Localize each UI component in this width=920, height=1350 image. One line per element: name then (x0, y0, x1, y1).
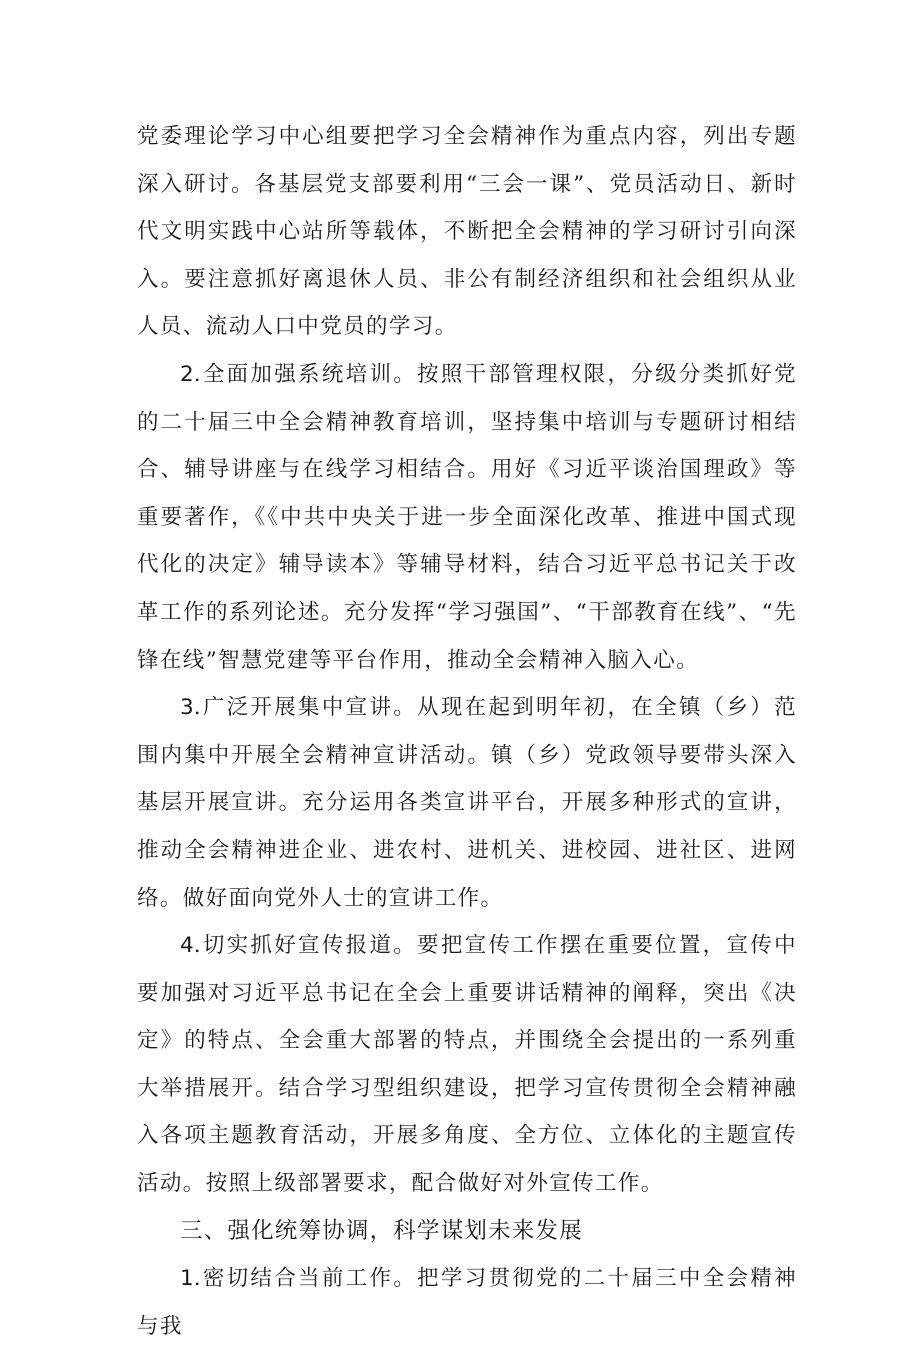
paragraph-number: 4 (180, 933, 194, 959)
paragraph-number: 2 (180, 361, 194, 387)
paragraph-text: .切实抓好宣传报道。要把宣传工作摆在重要位置，宣传中要加强对习近平总书记在全会上重要讲话精神的阐释，突出《决定》的特点、全会重大部署的特点，并围绕全会提出的一系列重大举措展开。结合学习型组织建设，把学习宣传贯彻全会精神融入各项主题教育活动，开展多角度、全方位、立体化的主题宣传活动。按照上级部署要求，配合做好对外宣传工作。 (137, 933, 797, 1197)
paragraph-study-group (137, 113, 797, 351)
document-body (137, 113, 797, 1350)
paragraph-text: .全面加强系统培训。按照干部管理权限，分级分类抓好党的二十届三中全会精神教育培训，坚持集中培训与专题研讨相结合、辅导讲座与在线学习相结合。用好《习近平谈治国理政》等重要著作，《《中共中央关于进一步全面深化改革、推进中国式现代化的决定》辅导读本》等辅导材料，结合习近平总书记关于改革工作的系列论述。充分发挥“学习强国”、“干部教育在线”、“先锋在线”智慧党建等平台作用，推动全会精神入脑入心。 (137, 361, 797, 673)
paragraph-lectures (137, 684, 797, 922)
paragraph-training (137, 351, 797, 684)
paragraph-text: .广泛开展集中宣讲。从现在起到明年初，在全镇（乡）范围内集中开展全会精神宣讲活动。镇（乡）党政领导要带头深入基层开展宣讲。充分运用各类宣讲平台，开展多种形式的宣讲，推动全会精神进企业、进农村、进机关、进校园、进社区、进网络。做好面向党外人士的宣讲工作。 (137, 695, 797, 911)
section-heading: 三、强化统筹协调，科学谋划未来发展 (180, 1217, 583, 1244)
paragraph-number: 3 (180, 695, 194, 721)
paragraph-current-work (137, 1255, 797, 1350)
paragraph-number: 1 (180, 1266, 194, 1292)
paragraph-text: .密切结合当前工作。把学习贯彻党的二十届三中全会精神与我 (137, 1266, 797, 1339)
paragraph-text: 党委理论学习中心组要把学习全会精神作为重点内容，列出专题深入研讨。各基层党支部要利用“三会一课”、党员活动日、新时代文明实践中心站所等载体，不断把全会精神的学习研讨引向深入。要注意抓好离退休人员、非公有制经济组织和社会组织从业人员、流动人口中党员的学习。 (137, 124, 797, 340)
paragraph-publicity (137, 922, 797, 1208)
